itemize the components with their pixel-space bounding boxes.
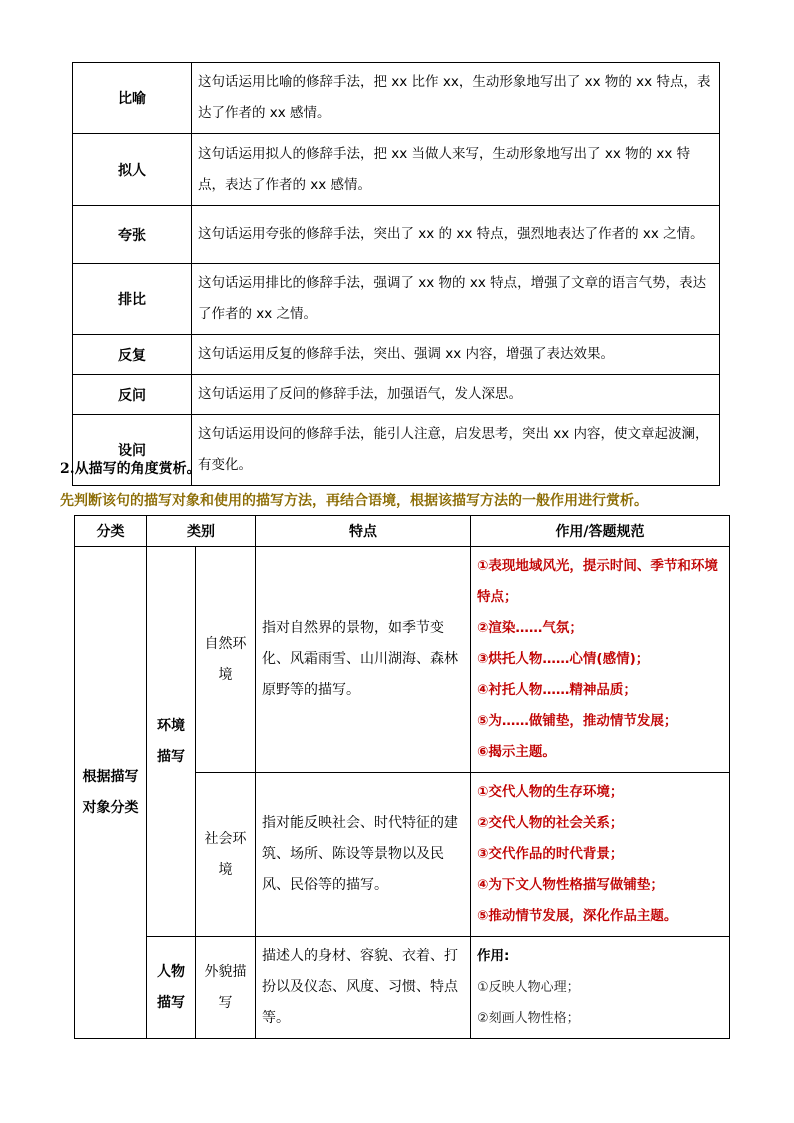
table-row [73, 375, 720, 415]
header-category: 类别 [147, 516, 256, 547]
table-row [73, 134, 720, 206]
function-item: ②渲染……气氛； [477, 620, 583, 636]
social-functions [471, 773, 730, 937]
social-label: 社会环境 [196, 773, 256, 937]
rhetoric-desc: 这句话运用比喻的修辞手法，把 xx 比作 xx，生动形象地写出了 xx 物的 xx 特点，表达了作者的 xx 感情。 [192, 63, 720, 134]
natural-functions [471, 547, 730, 773]
env-label: 环境描写 [147, 547, 196, 937]
rhetoric-name: 反复 [73, 335, 192, 375]
function-item: ②刻画人物性格； [477, 1011, 580, 1026]
rhetoric-desc: 这句话运用了反问的修辞手法，加强语气，发人深思。 [192, 375, 720, 415]
rhetoric-desc: 这句话运用反复的修辞手法，突出、强调 xx 内容，增强了表达效果。 [192, 335, 720, 375]
function-item: ③交代作品的时代背景； [477, 846, 624, 862]
appearance-feature: 描述人的身材、容貌、衣着、打扮以及仪态、风度、习惯、特点等。 [256, 937, 471, 1039]
rhetoric-name: 设问 [73, 415, 192, 486]
rhetoric-name: 反问 [73, 375, 192, 415]
rhetoric-name: 比喻 [73, 63, 192, 134]
function-item: ⑤为……做铺垫，推动情节发展； [477, 713, 678, 729]
function-item: ①反映人物心理； [477, 980, 580, 995]
header-classification: 分类 [75, 516, 147, 547]
social-feature: 指对能反映社会、时代特征的建筑、场所、陈设等景物以及民风、民俗等的描写。 [256, 773, 471, 937]
function-item: ③烘托人物……心情(感情)； [477, 651, 650, 667]
function-item: ⑥揭示主题。 [477, 744, 556, 760]
function-item: ②交代人物的社会关系； [477, 815, 624, 831]
header-function: 作用/答题规范 [471, 516, 730, 547]
table-row [75, 547, 730, 773]
appearance-functions [471, 937, 730, 1039]
group-label: 根据描写对象分类 [75, 547, 147, 1039]
rhetoric-desc: 这句话运用拟人的修辞手法，把 xx 当做人来写，生动形象地写出了 xx 物的 xx 特点，表达了作者的 xx 感情。 [192, 134, 720, 206]
function-item: ①表现地域风光，提示时间、季节和环境特点； [477, 558, 718, 605]
table-row [73, 264, 720, 335]
table-row [75, 937, 730, 1039]
person-label: 人物描写 [147, 937, 196, 1039]
rhetoric-desc: 这句话运用夸张的修辞手法，突出了 xx 的 xx 特点，强烈地表达了作者的 xx 之情。 [192, 206, 720, 264]
function-item: ④衬托人物……精神品质； [477, 682, 637, 698]
section-subtitle: 先判断该句的描写对象和使用的描写方法，再结合语境，根据该描写方法的一般作用进行赏析。 [60, 493, 648, 509]
function-item: ①交代人物的生存环境； [477, 784, 624, 800]
description-table [74, 515, 730, 1039]
rhetoric-name: 夸张 [73, 206, 192, 264]
function-item: ④为下文人物性格描写做铺垫； [477, 877, 664, 893]
header-row [75, 516, 730, 547]
table-row [73, 206, 720, 264]
rhetoric-desc: 这句话运用排比的修辞手法，强调了 xx 物的 xx 特点，增强了文章的语言气势，表达了作者的 xx 之情。 [192, 264, 720, 335]
table-row [73, 335, 720, 375]
functions-title: 作用: [477, 948, 510, 964]
appearance-label: 外貌描写 [196, 937, 256, 1039]
function-item: ⑤推动情节发展，深化作品主题。 [477, 908, 678, 924]
header-feature: 特点 [256, 516, 471, 547]
natural-feature: 指对自然界的景物，如季节变化、风霜雨雪、山川湖海、森林原野等的描写。 [256, 547, 471, 773]
rhetoric-table [72, 62, 720, 486]
section-title: 2.从描写的角度赏析。 [60, 461, 201, 477]
natural-label: 自然环境 [196, 547, 256, 773]
table-row [73, 63, 720, 134]
rhetoric-name: 拟人 [73, 134, 192, 206]
rhetoric-name: 排比 [73, 264, 192, 335]
rhetoric-desc: 这句话运用设问的修辞手法，能引人注意，启发思考，突出 xx 内容，使文章起波澜，有变化。 [192, 415, 720, 486]
